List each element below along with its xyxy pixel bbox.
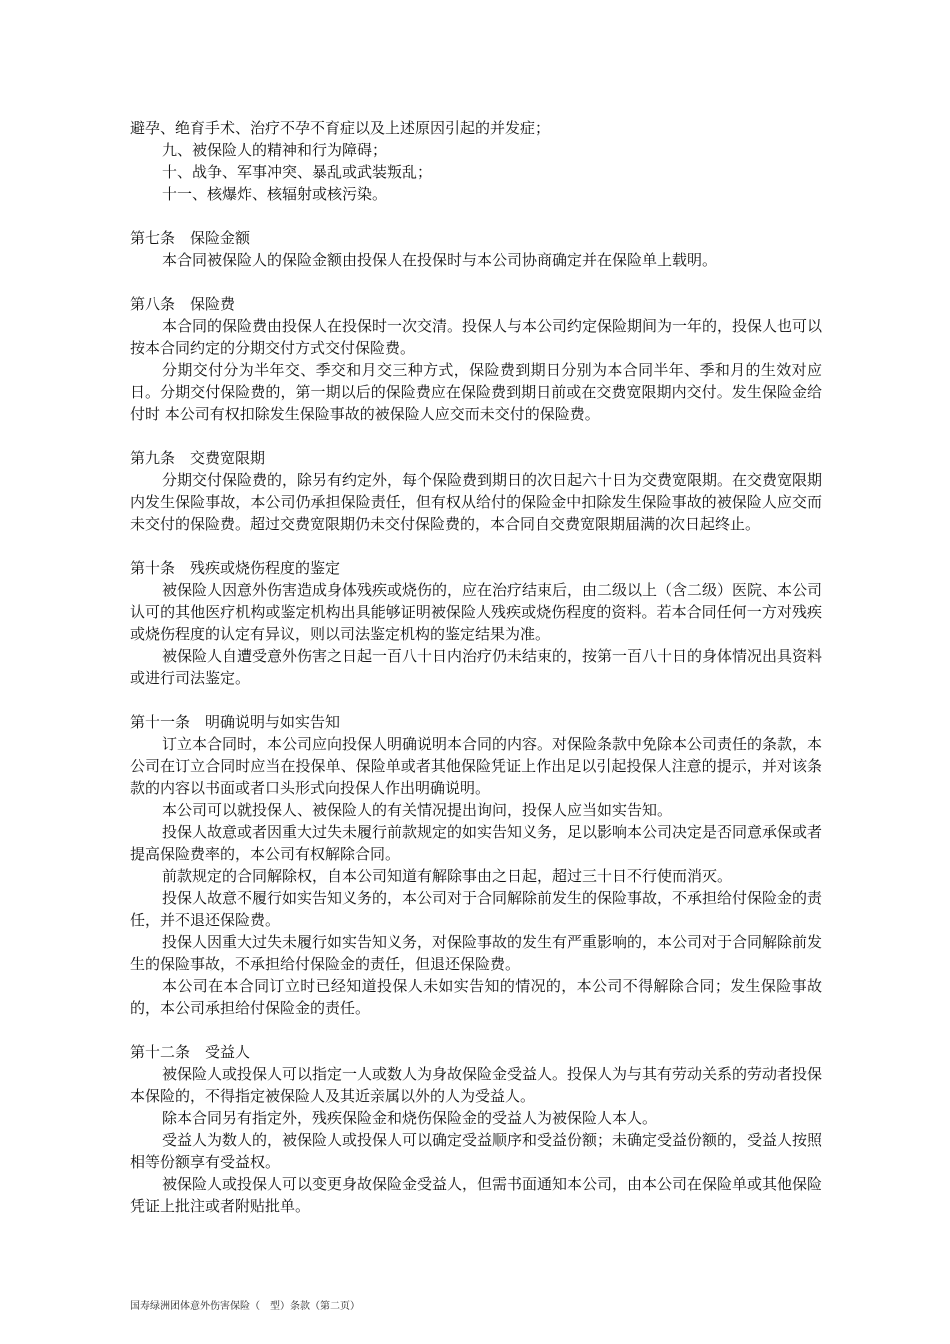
paragraph: 受益人为数人的，被保险人或投保人可以确定受益顺序和受益份额；未确定受益份额的，受益人按照相等份额享有受益权。 — [130, 1131, 823, 1171]
article-9 — [130, 447, 822, 535]
article-7 — [130, 227, 822, 271]
paragraph: 投保人故意或者因重大过失未履行前款规定的如实告知义务，足以影响本公司决定是否同意承保或者提高保险费率的，本公司有权解除合同。 — [130, 823, 823, 863]
continuation-line: 避孕、绝育手术、治疗不孕不育症以及上述原因引起的并发症； — [130, 119, 551, 137]
paragraph: 分期交付保险费的，除另有约定外，每个保险费到期日的次日起六十日为交费宽限期。在交费宽限期内发生保险事故，本公司仍承担保险责任，但有权从给付的保险金中扣除发生保险事故的被保险人应交而未交付的保险费。超过交费宽限期仍未交付保险费的，本合同自交费宽限期届满的次日起终止。 — [130, 471, 823, 533]
page-footer: 国寿绿洲团体意外伤害保险（ 型）条款（第二页） — [130, 1301, 360, 1312]
exclusion-item-11: 十一、核爆炸、核辐射或核污染。 — [162, 185, 388, 203]
paragraph: 除本合同另有指定外，残疾保险金和烧伤保险金的受益人为被保险人本人。 — [162, 1109, 658, 1127]
article-12 — [130, 1041, 822, 1217]
paragraph: 被保险人因意外伤害造成身体残疾或烧伤的，应在治疗结束后，由二级以上（含二级）医院、本公司认可的其他医疗机构或鉴定机构出具能够证明被保险人残疾或烧伤程度的资料。若本合同任何一方对残疾或烧伤程度的认定有异议，则以司法鉴定机构的鉴定结果为准。 — [130, 581, 823, 643]
paragraph: 本公司在本合同订立时已经知道投保人未如实告知的情况的，本公司不得解除合同；发生保险事故的，本公司承担给付保险金的责任。 — [130, 977, 822, 1017]
article-heading: 第八条 保险费 — [130, 295, 236, 313]
paragraph: 投保人故意不履行如实告知义务的，本公司对于合同解除前发生的保险事故，不承担给付保险金的责任，并不退还保险费。 — [130, 889, 823, 929]
paragraph: 前款规定的合同解除权，自本公司知道有解除事由之日起，超过三十日不行使而消灭。 — [162, 867, 733, 885]
paragraph: 本合同的保险费由投保人在投保时一次交清。投保人与本公司约定保险期间为一年的，投保人也可以按本合同约定的分期交付方式交付保险费。 — [130, 317, 823, 357]
article-10 — [130, 557, 822, 689]
paragraph: 被保险人或投保人可以指定一人或数人为身故保险金受益人。投保人为与其有劳动关系的劳动者投保本保险的，不得指定被保险人及其近亲属以外的人为受益人。 — [130, 1065, 823, 1105]
paragraph: 订立本合同时，本公司应向投保人明确说明本合同的内容。对保险条款中免除本公司责任的条款，本公司在订立合同时应当在投保单、保险单或者其他保险凭证上作出足以引起投保人注意的提示，并对该条款的内容以书面或者口头形式向投保人作出明确说明。 — [130, 735, 823, 797]
article-heading: 第七条 保险金额 — [130, 229, 251, 247]
article-heading: 第九条 交费宽限期 — [130, 449, 266, 467]
article-heading: 第十条 残疾或烧伤程度的鉴定 — [130, 559, 341, 577]
paragraph: 投保人因重大过失未履行如实告知义务，对保险事故的发生有严重影响的，本公司对于合同解除前发生的保险事故，不承担给付保险金的责任，但退还保险费。 — [130, 933, 823, 973]
paragraph: 被保险人自遭受意外伤害之日起一百八十日内治疗仍未结束的，按第一百八十日的身体情况出具资料或进行司法鉴定。 — [130, 647, 823, 687]
article-heading: 第十一条 明确说明与如实告知 — [130, 713, 341, 731]
paragraph: 被保险人或投保人可以变更身故保险金受益人，但需书面通知本公司，由本公司在保险单或其他保险凭证上批注或者附贴批单。 — [130, 1175, 823, 1215]
article-11 — [130, 711, 822, 1019]
article-heading: 第十二条 受益人 — [130, 1043, 251, 1061]
paragraph: 本合同被保险人的保险金额由投保人在投保时与本公司协商确定并在保险单上载明。 — [162, 251, 718, 269]
exclusion-item-10: 十、战争、军事冲突、暴乱或武装叛乱； — [162, 163, 433, 181]
article-8 — [130, 293, 822, 425]
paragraph: 分期交付分为半年交、季交和月交三种方式，保险费到期日分别为本合同半年、季和月的生效对应日。分期交付保险费的，第一期以后的保险费应在保险费到期日前或在交费宽限期内交付。发生保险金给付时 本公司有权扣除发生保险事故的被保险人应交而未交付的保险费。 — [130, 361, 822, 423]
paragraph: 本公司可以就投保人、被保险人的有关情况提出询问，投保人应当如实告知。 — [162, 801, 673, 819]
exclusion-item-9: 九、被保险人的精神和行为障碍； — [162, 141, 388, 159]
document-body — [130, 117, 822, 1217]
